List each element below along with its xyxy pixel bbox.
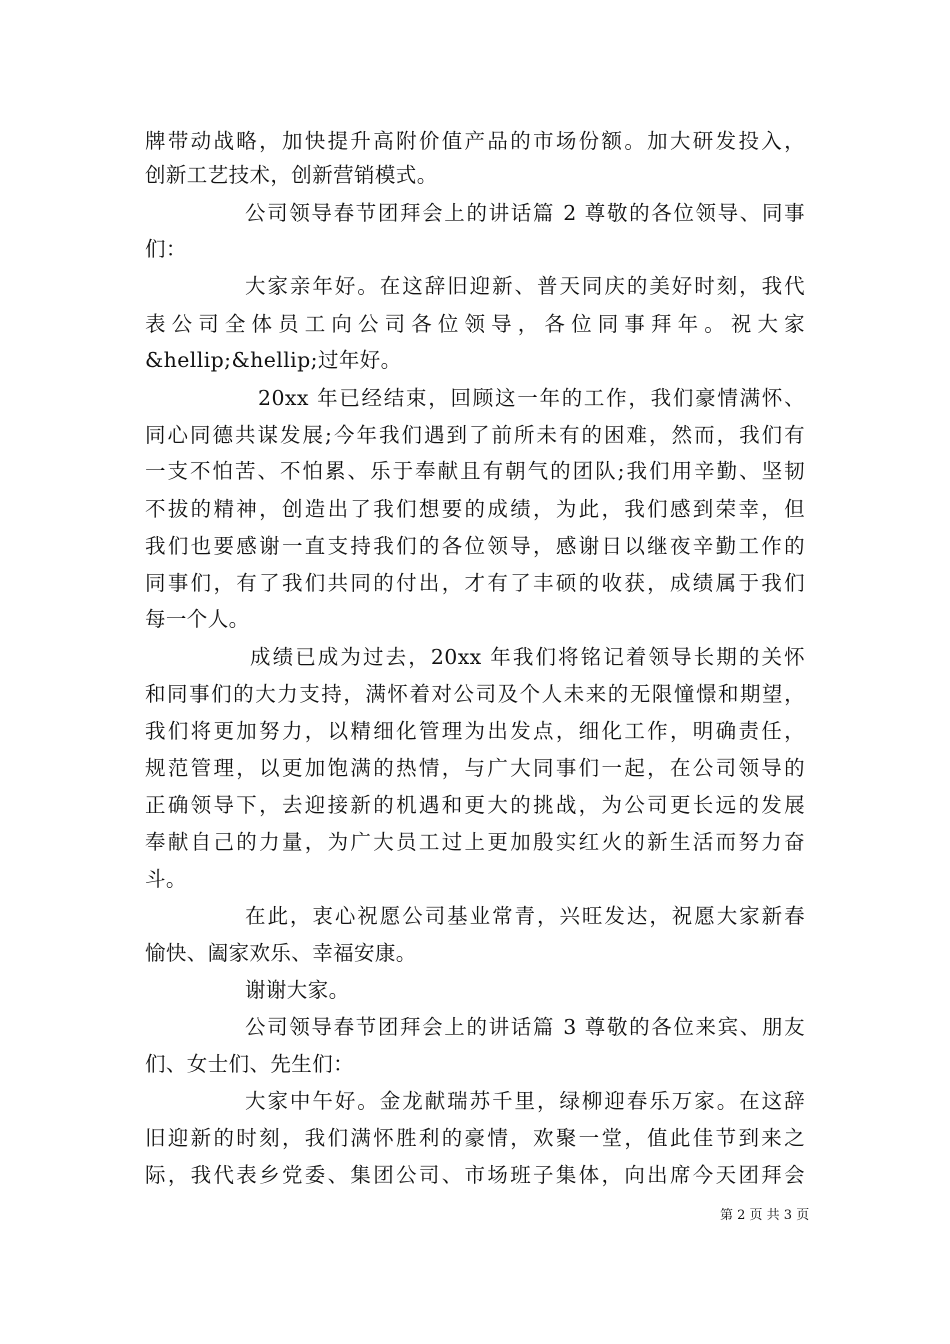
text-line: 我们将更加努力，以精细化管理为出发点，细化工作，明确责任， [145, 719, 805, 743]
text-line: 公司领导春节团拜会上的讲话篇 2 尊敬的各位领导、同事 [245, 201, 805, 225]
text-line: 同心同德共谋发展;今年我们遇到了前所未有的困难，然而，我们有 [145, 423, 805, 447]
text-line: 正确领导下，去迎接新的机遇和更大的挑战，为公司更长远的发展 [145, 793, 805, 817]
text-line: 表公司全体员工向公司各位领导，各位同事拜年。祝大家 [145, 312, 805, 336]
text-line: 愉快、阖家欢乐、幸福安康。 [145, 941, 417, 965]
text-line: 奉献自己的力量，为广大员工过上更加殷实红火的新生活而努力奋 [145, 830, 805, 854]
text-line: 大家亲年好。在这辞旧迎新、普天同庆的美好时刻，我代 [245, 274, 805, 298]
text-line: 不拔的精神，创造出了我们想要的成绩，为此，我们感到荣幸，但 [145, 497, 805, 521]
text-line: 在此，衷心祝愿公司基业常青，兴旺发达，祝愿大家新春 [245, 904, 805, 928]
text-line: 和同事们的大力支持，满怀着对公司及个人未来的无限憧憬和期望， [145, 682, 805, 706]
text-line: 谢谢大家。 [245, 978, 350, 1002]
page-number: 第 2 页 共 3 页 [720, 1208, 810, 1223]
text-line: 们： [145, 237, 187, 261]
text-line: 20xx 年已经结束，回顾这一年的工作，我们豪情满怀、 [258, 386, 805, 410]
text-line: 成绩已成为过去，20xx 年我们将铭记着领导长期的关怀 [250, 645, 805, 669]
text-line: 每一个人。 [145, 607, 250, 631]
text-line: 们、女士们、先生们： [145, 1052, 354, 1076]
text-line: 斗。 [145, 867, 187, 891]
text-line: 旧迎新的时刻，我们满怀胜利的豪情，欢聚一堂，值此佳节到来之 [145, 1126, 805, 1150]
text-line: 际，我代表乡党委、集团公司、市场班子集体，向出席今天团拜会 [145, 1163, 805, 1187]
text-line: 创新工艺技术，创新营销模式。 [145, 163, 438, 187]
text-line: 规范管理，以更加饱满的热情，与广大同事们一起，在公司领导的 [145, 756, 805, 780]
text-line: 公司领导春节团拜会上的讲话篇 3 尊敬的各位来宾、朋友 [245, 1015, 805, 1039]
text-line: 同事们，有了我们共同的付出，才有了丰硕的收获，成绩属于我们 [145, 571, 805, 595]
text-line: &hellip;&hellip;过年好。 [145, 348, 402, 372]
text-line: 大家中午好。金龙献瑞苏千里，绿柳迎春乐万家。在这辞 [245, 1089, 805, 1113]
text-line: 牌带动战略，加快提升高附价值产品的市场份额。加大研发投入， [145, 129, 805, 153]
text-line: 一支不怕苦、不怕累、乐于奉献且有朝气的团队;我们用辛勤、坚韧 [145, 459, 805, 483]
text-line: 我们也要感谢一直支持我们的各位领导，感谢日以继夜辛勤工作的 [145, 534, 805, 558]
